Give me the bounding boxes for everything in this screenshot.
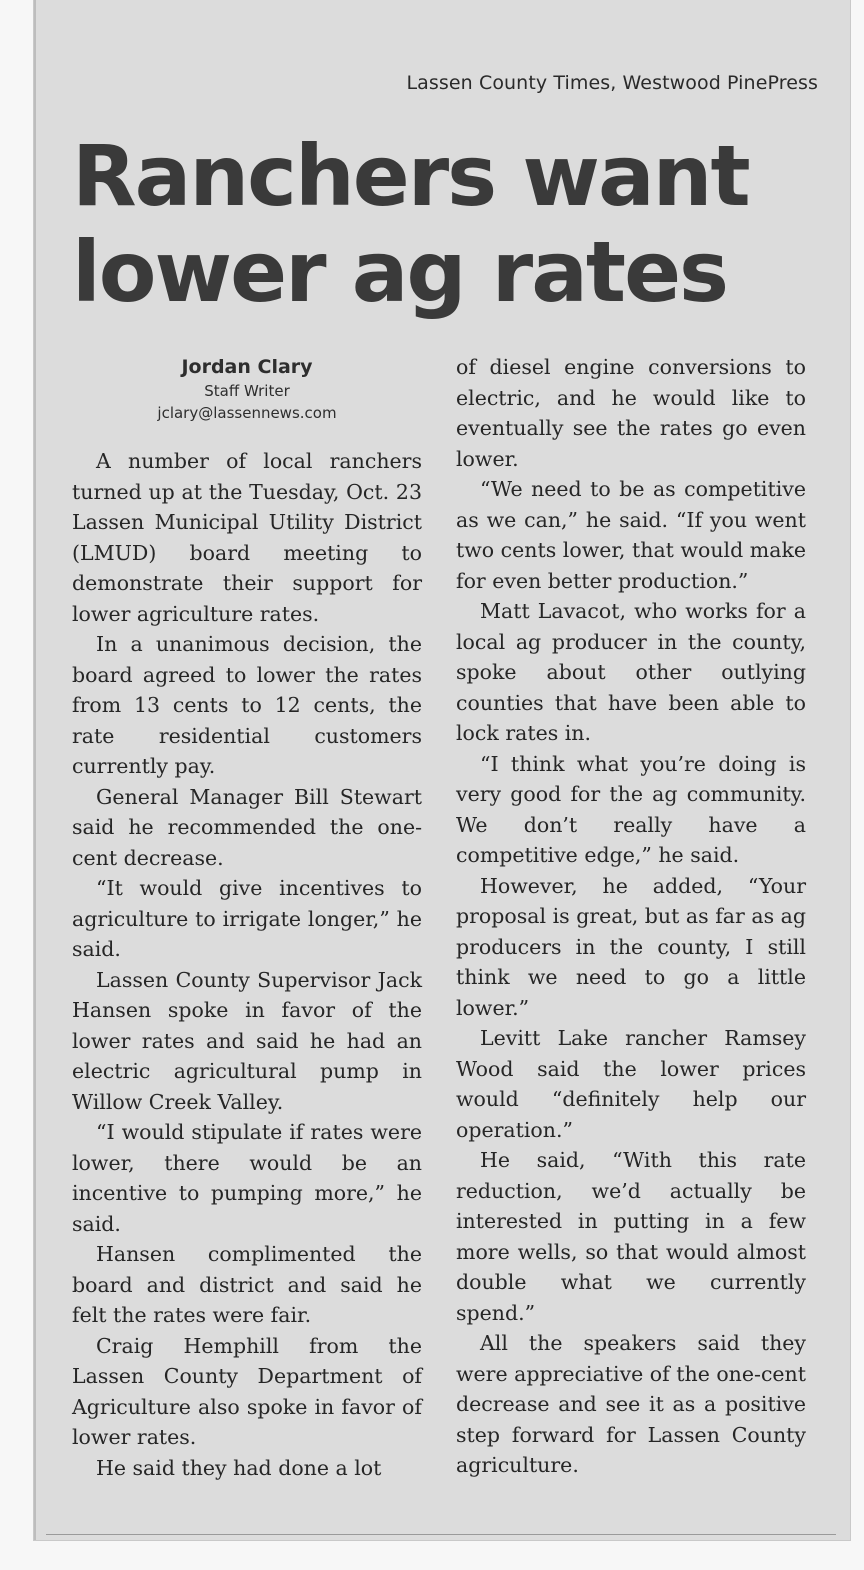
headline: [72, 128, 832, 320]
article-column-left: [72, 446, 422, 1483]
paragraph: General Manager Bill Stewart said he recommended the one-cent decrease.: [72, 784, 422, 870]
author-name: Jordan Clary: [181, 356, 313, 378]
publication-source: Lassen County Times, Westwood PinePress: [406, 72, 818, 94]
paragraph: “We need to be as competitive as we can,” he said. “If you went two cents lower, that would make for even better production.”: [456, 477, 806, 593]
paragraph: In a unanimous decision, the board agreed to lower the rates from 13 cents to 12 cents, the rate residential customers currently pay.: [72, 632, 422, 778]
paragraph: He said they had done a lot: [96, 1455, 382, 1480]
paragraph: Lassen County Supervisor Jack Hansen spoke in favor of the lower rates and said he had an electric agricultural pump in Willow Creek Valley.: [72, 967, 422, 1114]
paragraph: Levitt Lake rancher Ramsey Wood said the lower prices would “definitely help our operation.”: [456, 1026, 806, 1142]
paragraph: All the speakers said they were appreciative of the one-cent decrease and see it as a positive step forward for Lassen County agriculture.: [456, 1331, 807, 1477]
author-title: Staff Writer: [204, 382, 290, 400]
headline-line-1: Ranchers want: [72, 127, 749, 225]
paragraph: “I would stipulate if rates were lower, there would be an incentive to pumping more,” he said.: [72, 1120, 422, 1236]
paragraph: Craig Hemphill from the Lassen County Department of Agriculture also spoke in favor of lower rates.: [72, 1333, 422, 1449]
paragraph: Matt Lavacot, who works for a local ag producer in the county, spoke about other outlying counties that have been able to lock rates in.: [456, 599, 806, 745]
paragraph: A number of local ranchers turned up at the Tuesday, Oct. 23 Lassen Municipal Utility District (LMUD) board meeting to demonstrate their support for lower agriculture rates.: [72, 449, 422, 626]
paragraph: “I think what you’re doing is very good for the ag community. We don’t really have a competitive edge,” he said.: [456, 751, 806, 867]
bottom-rule: [46, 1534, 836, 1535]
headline-line-2: lower ag rates: [72, 223, 728, 321]
paragraph: However, he added, “Your proposal is great, but as far as ag producers in the county, I still think we need to go a little lower.”: [456, 873, 806, 1020]
paragraph: “It would give incentives to agriculture to irrigate longer,” he said.: [72, 876, 422, 961]
byline: [72, 354, 422, 424]
clipping-edge: [34, 0, 36, 1540]
author-email: jclary@lassennews.com: [157, 404, 337, 422]
paragraph-continued: of diesel engine conversions to electric, and he would like to eventually see the rates go even lower.: [456, 355, 806, 471]
paragraph: He said, “With this rate reduction, we’d actually be interested in putting in a few more wells, so that would almost double what we currently spend.”: [456, 1148, 806, 1325]
article-column-right: [456, 352, 806, 1481]
paragraph: Hansen complimented the board and district and said he felt the rates were fair.: [72, 1242, 422, 1327]
